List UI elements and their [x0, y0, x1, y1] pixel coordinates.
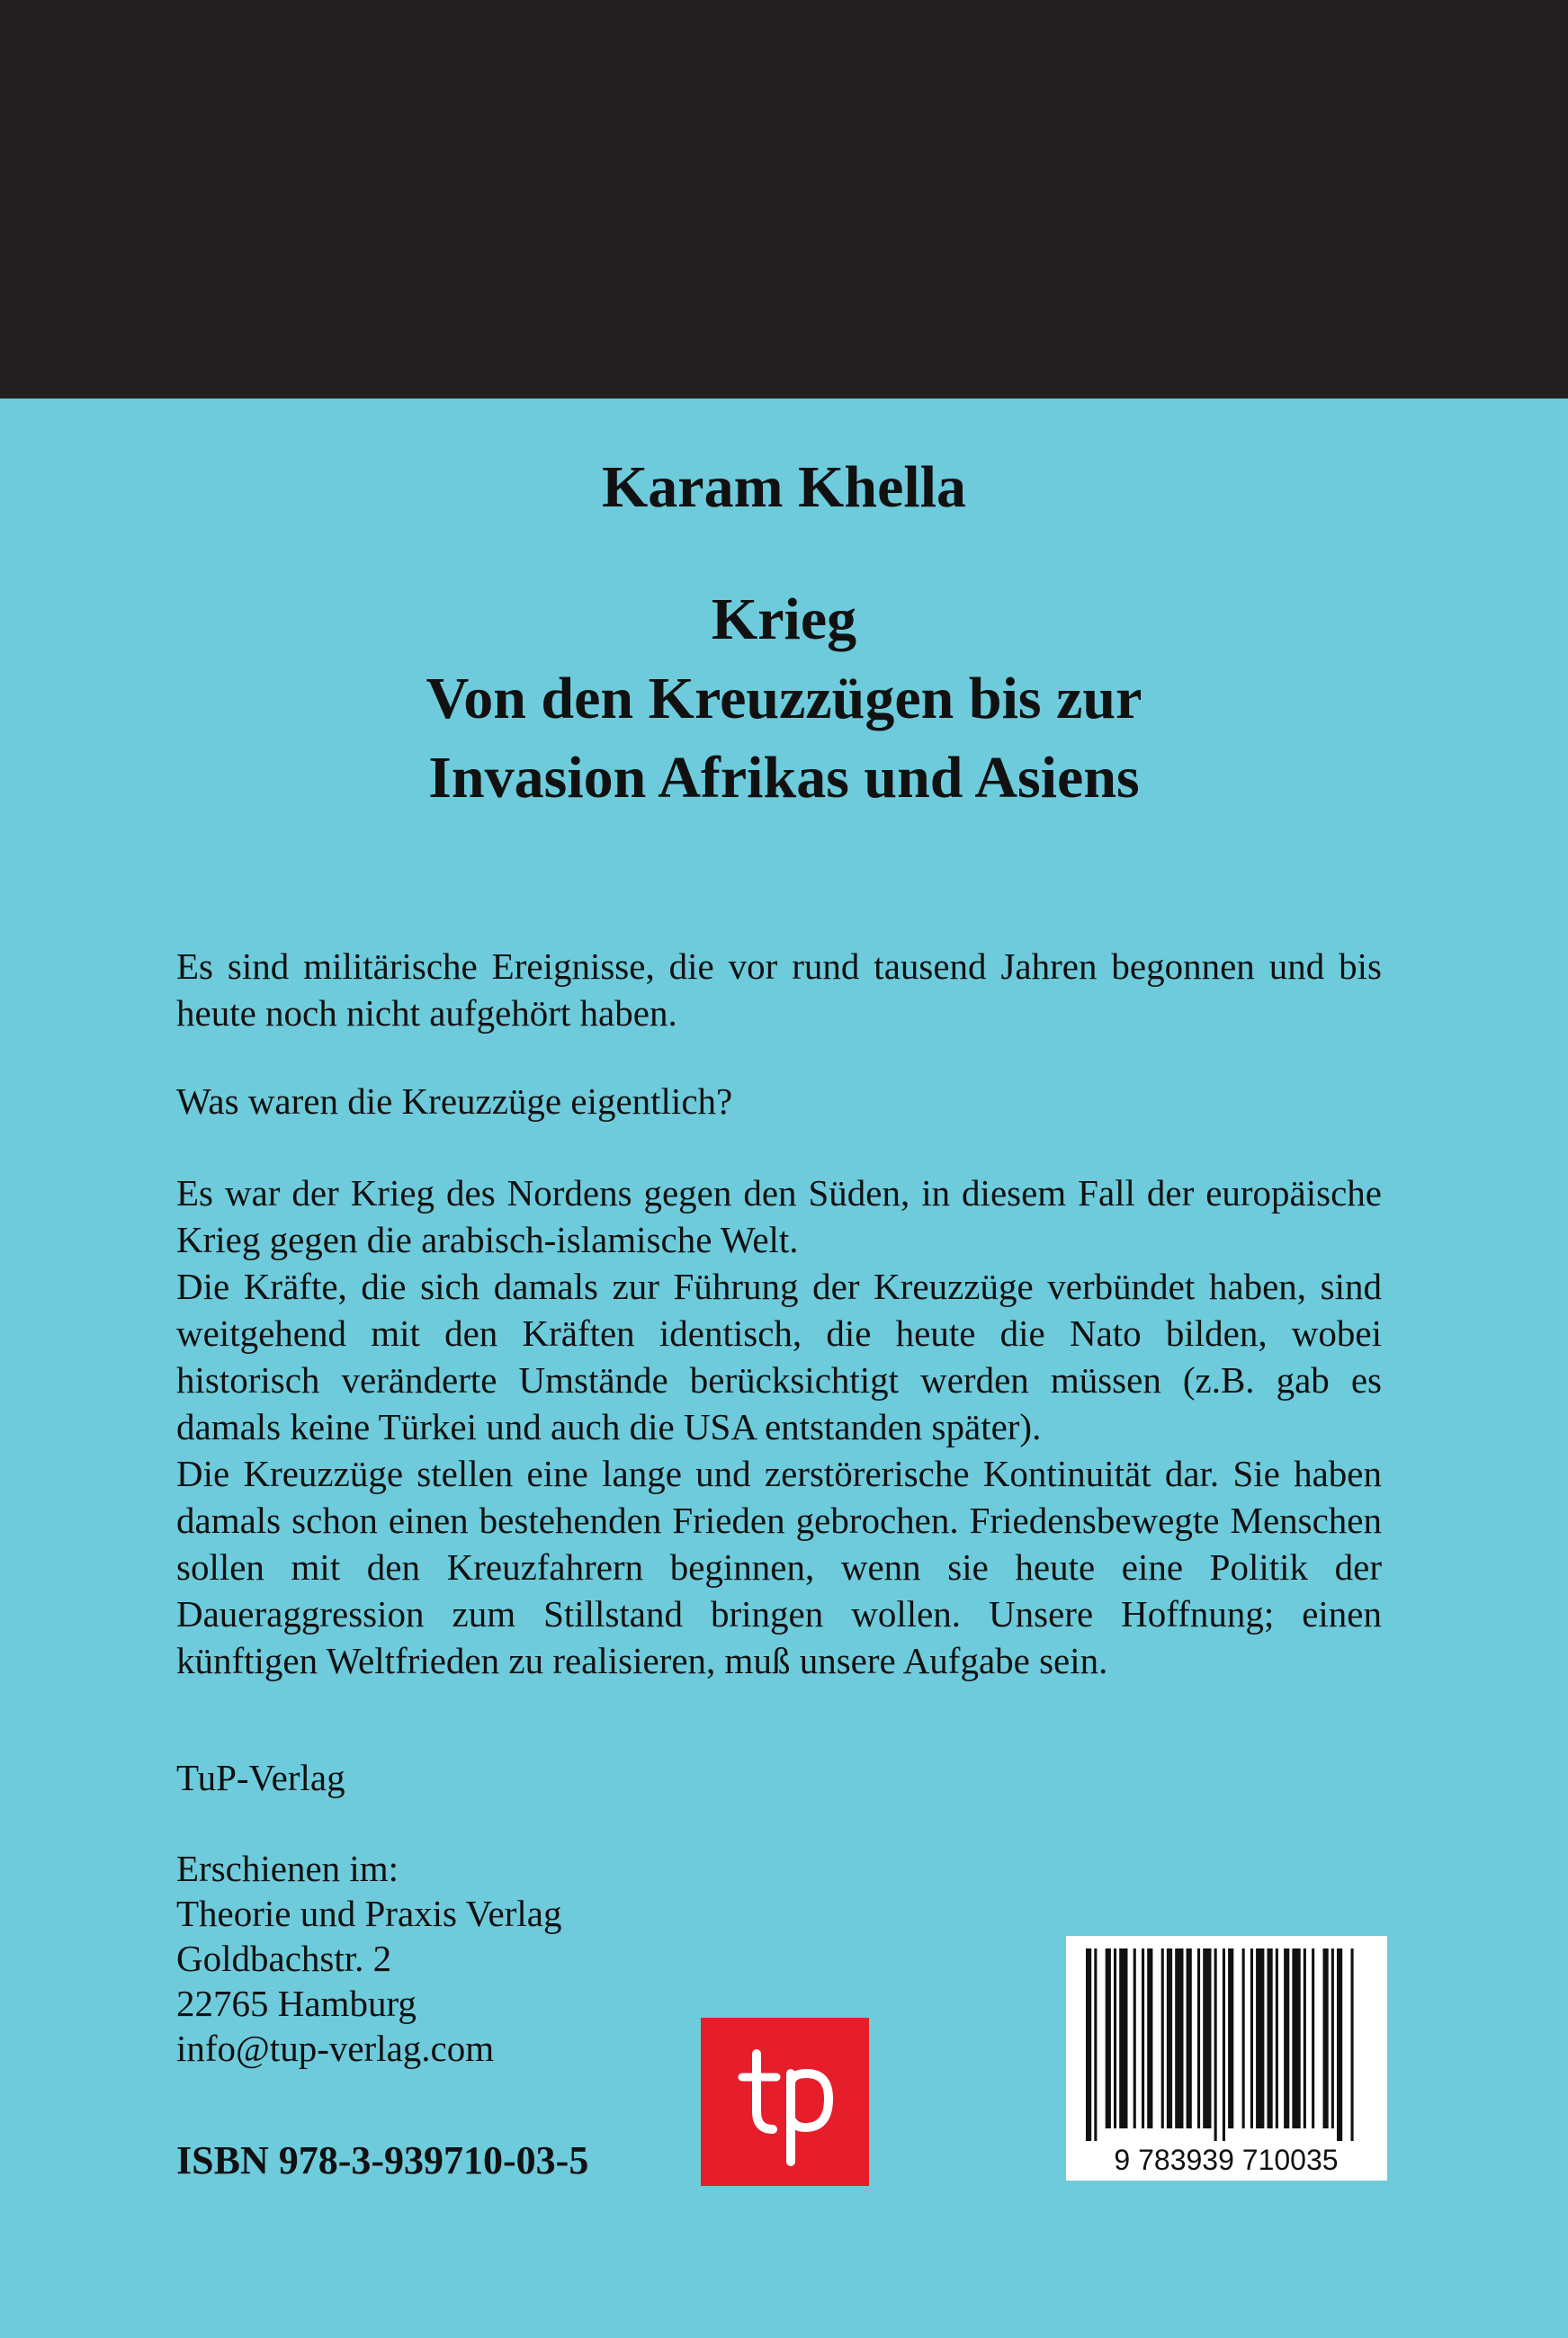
barcode-bar	[1106, 1948, 1111, 2128]
ean13-barcode-icon	[1066, 1936, 1387, 2181]
address-line: Erschienen im:	[176, 1848, 399, 1889]
barcode-bar	[1312, 1948, 1314, 2128]
question-text: Was waren die Kreuzzüge eigentlich?	[176, 1080, 733, 1122]
isbn-number: ISBN 978-3-939710-03-5	[176, 2138, 589, 2182]
barcode-box	[1066, 1936, 1387, 2181]
barcode-bar	[1351, 1948, 1354, 2141]
barcode-bar	[1094, 1948, 1097, 2141]
barcode-bar	[1147, 1948, 1152, 2128]
barcode-bar	[1250, 1948, 1253, 2128]
barcode-bar	[1284, 1948, 1289, 2128]
address-line: Goldbachstr. 2	[176, 1938, 392, 1979]
title-line: Krieg	[711, 587, 857, 652]
address-line: 22765 Hamburg	[176, 1983, 417, 2024]
publisher-address	[176, 1846, 562, 2071]
barcode-digits: 9 783939 710035	[1114, 2144, 1339, 2176]
author-name: Karam Khella	[601, 454, 967, 520]
barcode-bar	[1292, 1948, 1300, 2128]
body-paragraph-3: Die Kreuzzüge stellen eine lange und zerstörerische Kontinuität dar. Sie haben damals schon einen bestehenden Frieden gebrochen. Friedensbewegte Menschen sollen mit den Kreuzfahrern beginnen, wenn sie heute eine Politik der Daueraggression zum Stillstand bringen wollen. Unsere Hoffnung; einen künftigen Weltfrieden zu realisieren, muß unsere Aufgabe sein.	[176, 1453, 1382, 1681]
barcode-bar	[1187, 1948, 1192, 2128]
barcode-bar	[1323, 1948, 1329, 2128]
barcode-bar	[1203, 1948, 1211, 2128]
barcode-bar	[1167, 1948, 1172, 2128]
book-title	[0, 580, 1568, 818]
barcode-bar	[1223, 1948, 1225, 2141]
barcode-bar	[1114, 1948, 1116, 2128]
barcode-bar	[1119, 1948, 1127, 2128]
barcode-bar	[1304, 1948, 1306, 2128]
main-text-block	[176, 1169, 1382, 1684]
barcode-bar	[1142, 1948, 1144, 2128]
barcode-bar	[1161, 1948, 1164, 2128]
barcode-bar	[1337, 1948, 1342, 2141]
barcode-bar	[1086, 1948, 1091, 2141]
barcode-bar	[1331, 1948, 1334, 2128]
body-paragraph-2: Die Kräfte, die sich damals zur Führung der Kreuzzüge verbündet haben, sind weitgehend mit den Kräften identisch, die heute die Nato bilden, wobei historisch veränderte Umstände berücksichtigt werden müssen (z.B. gab es damals keine Türkei und auch die USA entstanden später).	[176, 1266, 1382, 1447]
intro-text: Es sind militärische Ereignisse, die vor rund tausend Jahren begonnen und bis heute noch nicht aufgehört haben.	[176, 945, 1382, 1034]
question-paragraph	[176, 1078, 1382, 1124]
intro-paragraph	[176, 943, 1382, 1036]
barcode-bar	[1242, 1948, 1245, 2128]
body-paragraph-1: Es war der Krieg des Nordens gegen den Süden, in diesem Fall der europäische Krieg gegen die arabisch-islamische Welt.	[176, 1172, 1382, 1260]
title-line: Invasion Afrikas und Asiens	[428, 745, 1140, 811]
title-line: Von den Kreuzzügen bis zur	[426, 666, 1142, 731]
barcode-bar	[1214, 1948, 1217, 2141]
barcode-bar	[1197, 1948, 1200, 2128]
barcode-bar	[1256, 1948, 1264, 2128]
publisher-name: TuP-Verlag	[176, 1757, 345, 1798]
tp-logo-icon	[701, 2018, 869, 2186]
barcode-bar	[1228, 1948, 1233, 2128]
address-line: Theorie und Praxis Verlag	[176, 1893, 562, 1934]
barcode-bar	[1133, 1948, 1136, 2128]
top-dark-band	[0, 0, 1568, 399]
barcode-bar	[1276, 1948, 1278, 2128]
barcode-bar	[1268, 1948, 1273, 2128]
barcode-bar	[1175, 1948, 1183, 2128]
contact-email: info@tup-verlag.com	[176, 2028, 495, 2069]
